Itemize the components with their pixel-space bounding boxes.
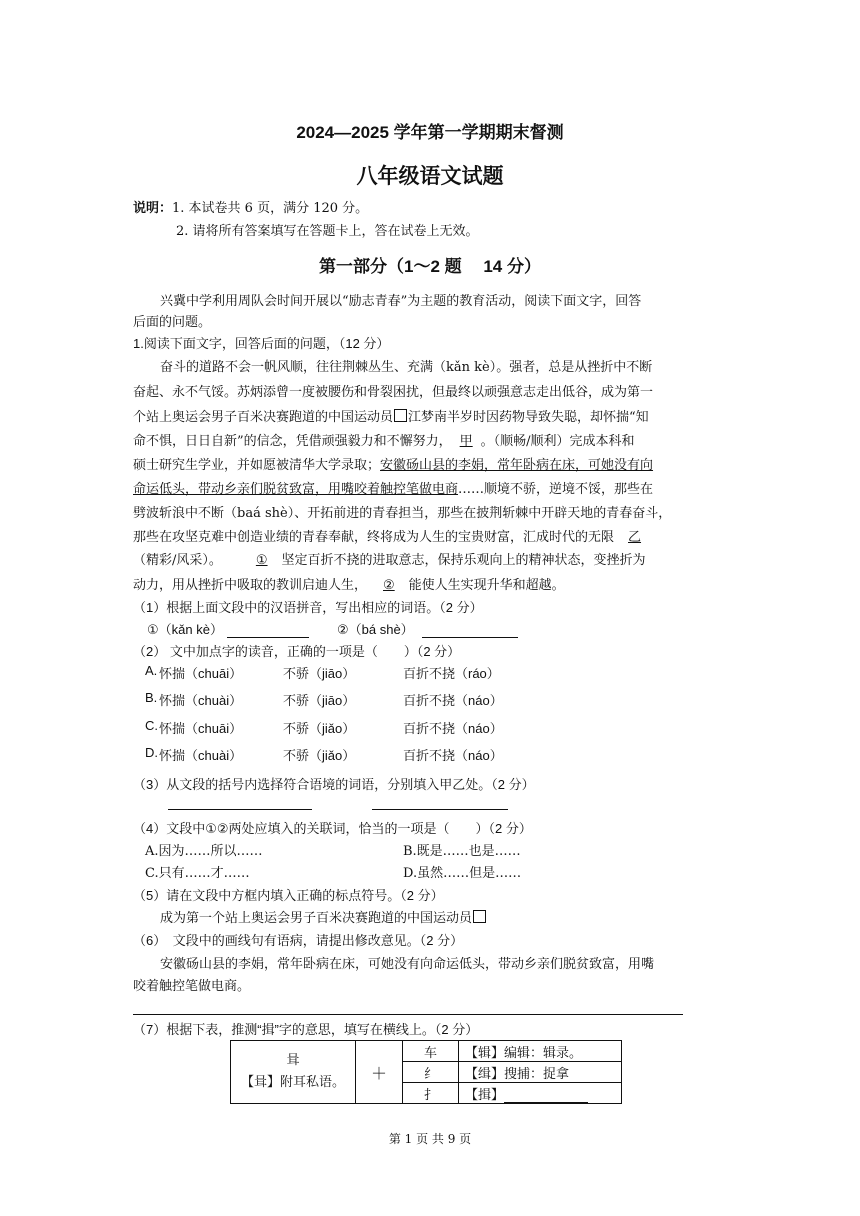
option-word-3: 百折不挠（náo） (403, 693, 503, 708)
punctuation-box-answer[interactable] (473, 910, 486, 923)
sub1-b (337, 619, 518, 638)
exam-title: 2024—2025 学年第一学期期末督测 (296, 123, 564, 142)
q1-p5a: 硕士研究生学业，并如愿被清华大学录取； (133, 458, 381, 473)
root-definition: 【咠】附耳私语。 (240, 1075, 345, 1090)
q1-p8a: 那些在攻坚克难中创造业绩的青春奉献，终将成为人生的宝贵财富，汇成时代的无限 (133, 530, 615, 545)
blank-jia: 甲 (459, 434, 473, 449)
notes-text-2: 2. 请将所有答案填写在答题卡上，答在试卷上无效。 (176, 224, 479, 239)
q1-p7: 劈波斩浪中不断（baá shè）、开拓前进的青春担当，那些在披荆斩棘中开辟天地的青春奋斗， (133, 506, 672, 521)
q1-p10 (133, 574, 565, 593)
sub1-a (147, 619, 309, 638)
option-word-2: 不骄（jiǎo） (283, 748, 356, 763)
sub1-b-label: ②（bá shè） (337, 622, 414, 637)
exam-subject: 八年级语文试题 (356, 165, 504, 188)
sub6-line2: 咬着触控笔做电商。 (133, 979, 251, 994)
option-word-2: 不骄（jiāo） (283, 693, 356, 708)
q1-p4 (133, 430, 635, 449)
answer-blank-yi[interactable] (372, 796, 508, 810)
answer-blank-jia[interactable] (168, 796, 312, 810)
notes-text-1: 1. 本试卷共 6 页，满分 120 分。 (172, 201, 369, 216)
root-cell (231, 1041, 356, 1104)
sub2-prompt: （2） 文中加点字的读音，正确的一项是（ ）（2 分） (133, 644, 461, 659)
option-word-1: 怀揣（chuài） (159, 748, 243, 763)
underlined-sentence-1: 安徽砀山县的李娟，常年卧病在床，可她没有向 (380, 458, 654, 473)
notes-label: 说明： (133, 200, 173, 215)
q1-prompt: 1.阅读下面文字，回答后面的问题，（12 分） (133, 336, 390, 351)
option-label: C. (145, 718, 158, 733)
q1-p9 (133, 549, 646, 568)
punctuation-box (394, 409, 407, 422)
sub4-prompt: （4）文段中①②两处应填入的关联词，恰当的一项是（ ）（2 分） (133, 821, 532, 836)
blank-yi: 乙 (628, 530, 642, 545)
sub4-option-c[interactable]: C.只有……才…… (145, 866, 250, 881)
intro-line2: 后面的问题。 (133, 315, 212, 330)
blank-2: ② (383, 578, 395, 593)
option-word-1: 怀揣（chuāi） (159, 721, 243, 736)
sub6-line1: 安徽砀山县的李娟，常年卧病在床，可她没有向命运低头，带动乡亲们脱贫致富，用嘴 (160, 957, 655, 972)
notes-line1 (133, 197, 368, 216)
definition-cell: 【缉】搜捕：捉拿 (459, 1062, 622, 1083)
sub7-prompt: （7）根据下表，推测“揖”字的意思，填写在横线上。（2 分） (133, 1022, 479, 1037)
option-word-3: 百折不挠（náo） (403, 721, 503, 736)
blank-1: ① (255, 553, 268, 568)
q1-p10a: 动力，用从挫折中吸取的教训启迪人生， (133, 578, 368, 593)
sub4-option-a[interactable]: A.因为……所以…… (145, 844, 263, 859)
sub1-prompt: （1）根据上面文段中的汉语拼音，写出相应的词语。（2 分） (133, 600, 483, 615)
radical-cell: 扌 (403, 1083, 459, 1104)
sub1-a-label: ①（kǎn kè） (147, 622, 223, 637)
option-label: B. (145, 690, 158, 705)
definition-cell-answer (459, 1083, 622, 1104)
sub3-prompt: （3）从文段的括号内选择符合语境的词语，分别填入甲乙处。（2 分） (133, 777, 535, 792)
sub5-text (160, 907, 487, 926)
q1-p3a: 个站上奥运会男子百米决赛跑道的中国运动员 (133, 410, 394, 425)
part1-title: 第一部分（1～2 题 14 分） (319, 257, 541, 276)
option-label: D. (145, 745, 158, 760)
q1-p4b: 。（顺畅/顺利）完成本科和 (480, 434, 635, 449)
underlined-sentence-2: 命运低头，带动乡亲们脱贫致富，用嘴咬着触控笔做电商 (133, 482, 459, 497)
q1-p2: 奋起、永不气馁。苏炳添曾一度被腰伤和骨裂困扰，但最终以顽强意志走出低谷，成为第一 (133, 385, 654, 400)
definition-cell: 【辑】编辑：辑录。 (459, 1041, 622, 1062)
answer-blank-yi-meaning[interactable] (504, 1088, 588, 1103)
q1-p6b: ……顺境不骄，逆境不馁，那些在 (458, 482, 654, 497)
character-table (230, 1040, 622, 1104)
sub6-prompt: （6） 文段中的画线句有语病，请提出修改意见。（2 分） (133, 933, 464, 948)
option-word-3: 百折不挠（náo） (403, 748, 503, 763)
option-word-1: 怀揣（chuài） (159, 693, 243, 708)
option-word-2: 不骄（jiāo） (283, 666, 356, 681)
answer-blank-kanke[interactable] (227, 623, 309, 638)
q1-p10b: 能使人生实现升华和超越。 (408, 578, 565, 593)
q1-p5 (133, 454, 653, 473)
answer-line[interactable] (133, 1014, 683, 1015)
q1-p8 (133, 526, 647, 545)
radical-cell: 车 (403, 1041, 459, 1062)
option-label: A. (145, 663, 158, 678)
q1-p3 (133, 406, 649, 425)
q1-p1: 奋斗的道路不会一帆风顺，往往荆棘丛生、充满（kǎn kè）。强者，总是从挫折中不断 (160, 360, 653, 375)
option-word-1: 怀揣（chuāi） (159, 666, 243, 681)
root-char: 咠 (286, 1053, 300, 1068)
q1-p4a: 命不惧，日日自新”的信念，凭借顽强毅力和不懈努力， (133, 434, 452, 449)
sub4-option-d[interactable]: D.虽然……但是…… (403, 866, 522, 881)
intro-line1: 兴冀中学利用周队会时间开展以“励志青春”为主题的教育活动，阅读下面文字，回答 (160, 294, 642, 309)
answer-blank-bashe[interactable] (422, 623, 518, 638)
sub5-sentence: 成为第一个站上奥运会男子百米决赛跑道的中国运动员 (160, 911, 473, 926)
definition-label: 【揖】 (465, 1087, 505, 1103)
q1-p9a: （精彩/风采）。 (133, 553, 222, 568)
sub4-option-b[interactable]: B.既是……也是…… (403, 844, 521, 859)
plus-sign: ＋ (356, 1041, 403, 1104)
option-word-3: 百折不挠（ráo） (403, 666, 500, 681)
q1-p9b: 坚定百折不挠的进取意志，保持乐观向上的精神状态，变挫折为 (281, 553, 646, 568)
page-footer: 第 1 页 共 9 页 (388, 1132, 472, 1146)
q1-p3b: 江梦南半岁时因药物导致失聪，却怀揣“知 (408, 410, 649, 425)
q1-p6 (133, 478, 653, 497)
option-word-2: 不骄（jiǎo） (283, 721, 356, 736)
radical-cell: 纟 (403, 1062, 459, 1083)
sub5-prompt: （5）请在文段中方框内填入正确的标点符号。（2 分） (133, 888, 444, 903)
